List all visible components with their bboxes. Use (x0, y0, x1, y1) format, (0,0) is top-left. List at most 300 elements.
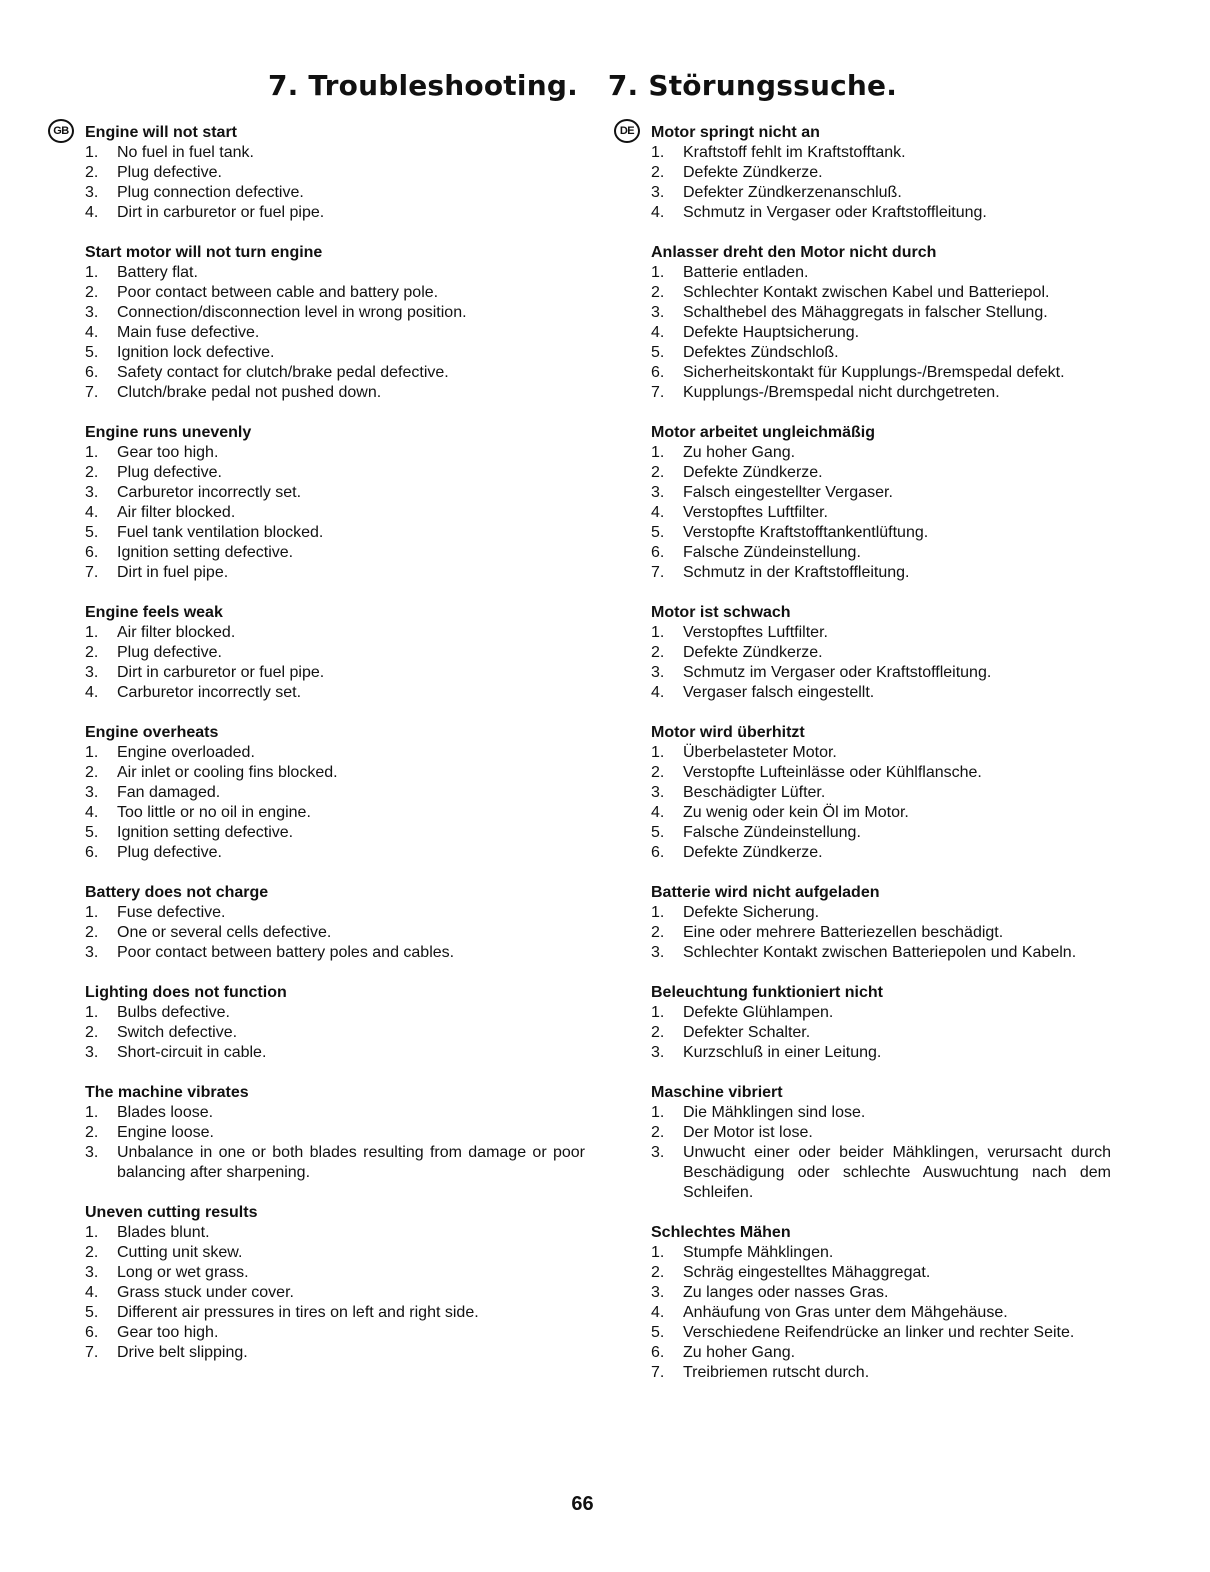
list-item (651, 143, 1111, 163)
item-number: 6. (85, 1324, 99, 1341)
item-text: Defekte Sicherung. (683, 904, 820, 921)
item-number: 1. (651, 264, 665, 281)
item-number: 2. (651, 1124, 665, 1141)
item-number: 3. (651, 484, 665, 501)
item-number: 4. (651, 324, 665, 341)
list-item (651, 463, 1111, 483)
item-text: Blades blunt. (117, 1224, 210, 1241)
item-number: 1. (85, 264, 99, 281)
item-text: Schmutz in Vergaser oder Kraftstoffleitung. (683, 204, 987, 221)
list-item (85, 683, 585, 703)
list-item (651, 563, 1111, 583)
section-heading: Battery does not charge (85, 884, 269, 901)
item-number: 4. (85, 204, 99, 221)
list-item (651, 203, 1111, 223)
list-item (85, 363, 585, 383)
de-language-icon: DE (614, 119, 640, 143)
item-text: Dirt in carburetor or fuel pipe. (117, 204, 325, 221)
item-text: Kurzschluß in einer Leitung. (683, 1044, 882, 1061)
item-number: 3. (85, 184, 99, 201)
item-text: Defekte Zündkerze. (683, 164, 823, 181)
item-number: 5. (651, 824, 665, 841)
section-heading: Engine overheats (85, 724, 219, 741)
troubleshooting-section (651, 983, 1111, 1063)
item-text: Der Motor ist lose. (683, 1124, 813, 1141)
item-number: 5. (85, 824, 99, 841)
list-item (85, 1043, 585, 1063)
item-text: Poor contact between cable and battery pole. (117, 284, 439, 301)
gb-language-icon: GB (48, 119, 74, 143)
item-number: 4. (85, 1284, 99, 1301)
item-number: 3. (85, 484, 99, 501)
list-item (651, 383, 1111, 403)
item-text: Dirt in fuel pipe. (117, 564, 229, 581)
list-item (651, 283, 1111, 303)
item-text: Bulbs defective. (117, 1004, 230, 1021)
item-text: Falsche Zündeinstellung. (683, 824, 861, 841)
list-item (651, 183, 1111, 203)
item-number: 1. (85, 904, 99, 921)
cause-list (651, 743, 1111, 863)
item-number: 2. (85, 1124, 99, 1141)
item-number: 2. (651, 1264, 665, 1281)
list-item (85, 323, 585, 343)
list-item (85, 763, 585, 783)
item-number: 2. (651, 464, 665, 481)
item-number: 4. (85, 684, 99, 701)
item-number: 6. (651, 844, 665, 861)
list-item (651, 943, 1111, 963)
troubleshooting-section (85, 423, 585, 583)
list-item (85, 843, 585, 863)
item-text: Battery flat. (117, 264, 198, 281)
section-heading: Motor springt nicht an (651, 124, 820, 141)
item-number: 1. (85, 1224, 99, 1241)
list-item (651, 503, 1111, 523)
item-text: Gear too high. (117, 444, 219, 461)
item-text: Zu hoher Gang. (683, 444, 796, 461)
list-item (85, 663, 585, 683)
item-text: Unbalance in one or both blades resulting from damage or poor balancing after sharpening. (117, 1144, 585, 1181)
item-number: 1. (651, 1104, 665, 1121)
list-item (651, 363, 1111, 383)
item-number: 3. (651, 664, 665, 681)
item-number: 3. (85, 1264, 99, 1281)
page-title (0, 69, 1165, 102)
item-number: 4. (85, 804, 99, 821)
item-text: Schalthebel des Mähaggregats in falscher Stellung. (683, 304, 1048, 321)
item-text: Falsch eingestellter Vergaser. (683, 484, 893, 501)
troubleshooting-section (85, 603, 585, 703)
item-text: Falsche Zündeinstellung. (683, 544, 861, 561)
list-item (85, 163, 585, 183)
item-text: Zu langes oder nasses Gras. (683, 1284, 889, 1301)
list-item (651, 1243, 1111, 1263)
item-text: Defektes Zündschloß. (683, 344, 839, 361)
item-text: Sicherheitskontakt für Kupplungs-/Bremspedal defekt. (683, 364, 1065, 381)
list-item (651, 483, 1111, 503)
section-heading: Engine feels weak (85, 604, 223, 621)
list-item (85, 503, 585, 523)
list-item (85, 1123, 585, 1143)
cause-list (85, 263, 585, 403)
item-number: 1. (85, 444, 99, 461)
item-text: Kraftstoff fehlt im Kraftstofftank. (683, 144, 906, 161)
item-text: Eine oder mehrere Batteriezellen beschädigt. (683, 924, 1004, 941)
item-text: Zu wenig oder kein Öl im Motor. (683, 804, 909, 821)
list-item (651, 1143, 1111, 1203)
item-text: Defekte Zündkerze. (683, 464, 823, 481)
item-text: Defekte Zündkerze. (683, 644, 823, 661)
cause-list (85, 1223, 585, 1363)
german-column (619, 123, 1111, 1403)
item-number: 1. (85, 744, 99, 761)
list-item (85, 523, 585, 543)
item-number: 1. (651, 624, 665, 641)
troubleshooting-section (85, 723, 585, 863)
item-text: Dirt in carburetor or fuel pipe. (117, 664, 325, 681)
troubleshooting-section (651, 243, 1111, 403)
item-number: 5. (85, 524, 99, 541)
item-number: 1. (651, 744, 665, 761)
item-text: Ignition setting defective. (117, 544, 294, 561)
item-text: Defekte Hauptsicherung. (683, 324, 860, 341)
item-number: 1. (85, 144, 99, 161)
item-number: 4. (651, 204, 665, 221)
list-item (85, 383, 585, 403)
item-number: 3. (651, 304, 665, 321)
list-item (85, 1323, 585, 1343)
item-text: Beschädigter Lüfter. (683, 784, 826, 801)
list-item (651, 1023, 1111, 1043)
list-item (85, 943, 585, 963)
item-text: Engine loose. (117, 1124, 214, 1141)
list-item (651, 1123, 1111, 1143)
list-item (85, 343, 585, 363)
cause-list (651, 623, 1111, 703)
list-item (85, 1003, 585, 1023)
item-text: Schlechter Kontakt zwischen Batteriepolen und Kabeln. (683, 944, 1077, 961)
item-text: Carburetor incorrectly set. (117, 484, 302, 501)
item-text: Defekte Zündkerze. (683, 844, 823, 861)
list-item (85, 1243, 585, 1263)
item-text: Carburetor incorrectly set. (117, 684, 302, 701)
cause-list (85, 443, 585, 583)
troubleshooting-section (85, 243, 585, 403)
item-number: 6. (651, 1344, 665, 1361)
item-text: Cutting unit skew. (117, 1244, 243, 1261)
item-number: 2. (85, 644, 99, 661)
list-item (85, 443, 585, 463)
list-item (85, 483, 585, 503)
cause-list (85, 623, 585, 703)
item-number: 7. (85, 1344, 99, 1361)
item-number: 7. (651, 564, 665, 581)
item-text: Blades loose. (117, 1104, 214, 1121)
item-number: 3. (651, 1044, 665, 1061)
list-item (85, 643, 585, 663)
troubleshooting-section (85, 1083, 585, 1183)
title-english: 7. Troubleshooting. (267, 68, 578, 102)
item-number: 1. (651, 904, 665, 921)
troubleshooting-section (651, 883, 1111, 963)
troubleshooting-section (85, 1203, 585, 1363)
list-item (85, 463, 585, 483)
item-text: Schräg eingestelltes Mähaggregat. (683, 1264, 931, 1281)
item-text: Verschiedene Reifendrücke an linker und rechter Seite. (683, 1324, 1075, 1341)
item-text: Verstopftes Luftfilter. (683, 624, 828, 641)
item-text: Clutch/brake pedal not pushed down. (117, 384, 382, 401)
item-number: 3. (651, 1284, 665, 1301)
item-number: 2. (85, 1024, 99, 1041)
list-item (85, 743, 585, 763)
item-number: 3. (85, 1144, 99, 1161)
cause-list (85, 143, 585, 223)
item-text: Different air pressures in tires on left and right side. (117, 1304, 479, 1321)
item-text: Schmutz in der Kraftstoffleitung. (683, 564, 910, 581)
cause-list (85, 743, 585, 863)
list-item (651, 1323, 1111, 1343)
english-column (53, 123, 585, 1383)
item-text: Grass stuck under cover. (117, 1284, 294, 1301)
list-item (85, 183, 585, 203)
section-heading: Lighting does not function (85, 984, 287, 1001)
item-number: 1. (651, 1244, 665, 1261)
list-item (85, 1283, 585, 1303)
item-number: 4. (85, 324, 99, 341)
item-text: Drive belt slipping. (117, 1344, 248, 1361)
item-number: 6. (651, 364, 665, 381)
section-heading: The machine vibrates (85, 1084, 249, 1101)
item-number: 5. (651, 344, 665, 361)
list-item (85, 903, 585, 923)
item-text: Die Mähklingen sind lose. (683, 1104, 866, 1121)
item-number: 2. (85, 284, 99, 301)
list-item (85, 923, 585, 943)
item-text: Kupplungs-/Bremspedal nicht durchgetreten. (683, 384, 1000, 401)
list-item (85, 1263, 585, 1283)
item-text: Batterie entladen. (683, 264, 809, 281)
list-item (85, 1223, 585, 1243)
item-text: Plug defective. (117, 164, 222, 181)
list-item (651, 763, 1111, 783)
list-item (651, 623, 1111, 643)
list-item (85, 1303, 585, 1323)
item-text: Too little or no oil in engine. (117, 804, 311, 821)
list-item (651, 263, 1111, 283)
list-item (651, 543, 1111, 563)
cause-list (85, 1103, 585, 1183)
item-number: 4. (651, 1304, 665, 1321)
section-heading: Motor ist schwach (651, 604, 791, 621)
section-heading: Maschine vibriert (651, 1084, 783, 1101)
item-text: Stumpfe Mähklingen. (683, 1244, 834, 1261)
item-text: Zu hoher Gang. (683, 1344, 796, 1361)
item-text: Poor contact between battery poles and cables. (117, 944, 455, 961)
list-item (651, 783, 1111, 803)
item-number: 1. (651, 144, 665, 161)
list-item (85, 1103, 585, 1123)
item-text: Defekter Schalter. (683, 1024, 811, 1041)
troubleshooting-section (651, 423, 1111, 583)
list-item (651, 1343, 1111, 1363)
list-item (651, 843, 1111, 863)
item-text: Engine overloaded. (117, 744, 255, 761)
item-text: Safety contact for clutch/brake pedal defective. (117, 364, 449, 381)
list-item (651, 1363, 1111, 1383)
item-number: 2. (651, 764, 665, 781)
section-heading: Start motor will not turn engine (85, 244, 323, 261)
list-item (85, 823, 585, 843)
item-number: 6. (651, 544, 665, 561)
list-item (651, 663, 1111, 683)
item-number: 1. (85, 1004, 99, 1021)
item-number: 2. (85, 464, 99, 481)
list-item (651, 1303, 1111, 1323)
section-heading: Uneven cutting results (85, 1204, 258, 1221)
list-item (651, 323, 1111, 343)
item-number: 2. (85, 1244, 99, 1261)
item-text: Plug defective. (117, 644, 222, 661)
list-item (85, 283, 585, 303)
item-text: Verstopfte Lufteinlässe oder Kühlflansche. (683, 764, 982, 781)
item-text: Fan damaged. (117, 784, 221, 801)
section-heading: Batterie wird nicht aufgeladen (651, 884, 880, 901)
list-item (651, 523, 1111, 543)
item-number: 4. (651, 804, 665, 821)
item-number: 2. (651, 644, 665, 661)
item-number: 5. (651, 1324, 665, 1341)
list-item (651, 343, 1111, 363)
item-number: 2. (85, 924, 99, 941)
item-text: Switch defective. (117, 1024, 238, 1041)
list-item (651, 923, 1111, 943)
item-text: Schmutz im Vergaser oder Kraftstoffleitung. (683, 664, 992, 681)
item-number: 1. (85, 624, 99, 641)
item-number: 4. (651, 684, 665, 701)
item-number: 3. (85, 944, 99, 961)
item-text: Air filter blocked. (117, 504, 236, 521)
item-text: Vergaser falsch eingestellt. (683, 684, 875, 701)
cause-list (651, 1003, 1111, 1063)
item-number: 3. (85, 664, 99, 681)
item-text: Defekte Glühlampen. (683, 1004, 834, 1021)
item-number: 2. (651, 924, 665, 941)
item-text: Fuel tank ventilation blocked. (117, 524, 324, 541)
item-number: 7. (85, 384, 99, 401)
item-number: 3. (85, 784, 99, 801)
troubleshooting-section (651, 1223, 1111, 1383)
section-heading: Engine will not start (85, 124, 238, 141)
item-text: Main fuse defective. (117, 324, 260, 341)
troubleshooting-section (651, 603, 1111, 703)
cause-list (651, 143, 1111, 223)
item-number: 5. (85, 1304, 99, 1321)
item-number: 6. (85, 844, 99, 861)
section-heading: Schlechtes Mähen (651, 1224, 791, 1241)
list-item (651, 743, 1111, 763)
list-item (651, 903, 1111, 923)
section-heading: Anlasser dreht den Motor nicht durch (651, 244, 937, 261)
list-item (85, 1143, 585, 1183)
item-number: 1. (651, 1004, 665, 1021)
troubleshooting-section (85, 883, 585, 963)
item-text: Verstopfte Kraftstofftankentlüftung. (683, 524, 929, 541)
item-text: Plug connection defective. (117, 184, 304, 201)
list-item (85, 303, 585, 323)
cause-list (651, 1103, 1111, 1203)
list-item (651, 1263, 1111, 1283)
list-item (85, 563, 585, 583)
cause-list (85, 903, 585, 963)
item-text: Short-circuit in cable. (117, 1044, 267, 1061)
title-german: 7. Störungssuche. (607, 68, 898, 102)
item-text: Ignition lock defective. (117, 344, 275, 361)
item-number: 5. (651, 524, 665, 541)
item-number: 7. (85, 564, 99, 581)
list-item (651, 803, 1111, 823)
page-number: 66 (571, 1493, 594, 1515)
item-number: 5. (85, 344, 99, 361)
item-text: Anhäufung von Gras unter dem Mähgehäuse. (683, 1304, 1008, 1321)
item-number: 7. (651, 1364, 665, 1381)
list-item (85, 1023, 585, 1043)
list-item (85, 623, 585, 643)
item-text: Schlechter Kontakt zwischen Kabel und Batteriepol. (683, 284, 1050, 301)
item-number: 3. (85, 1044, 99, 1061)
list-item (651, 823, 1111, 843)
item-text: Air inlet or cooling fins blocked. (117, 764, 338, 781)
list-item (651, 1043, 1111, 1063)
list-item (651, 1103, 1111, 1123)
item-number: 6. (85, 544, 99, 561)
troubleshooting-section (651, 723, 1111, 863)
section-heading: Engine runs unevenly (85, 424, 252, 441)
item-number: 4. (85, 504, 99, 521)
cause-list (651, 443, 1111, 583)
item-text: One or several cells defective. (117, 924, 332, 941)
item-text: Defekter Zündkerzenanschluß. (683, 184, 902, 201)
cause-list (85, 1003, 585, 1063)
item-number: 2. (651, 284, 665, 301)
troubleshooting-section (85, 123, 585, 223)
item-number: 1. (651, 444, 665, 461)
cause-list (651, 263, 1111, 403)
item-text: Air filter blocked. (117, 624, 236, 641)
item-text: Gear too high. (117, 1324, 219, 1341)
item-number: 2. (85, 764, 99, 781)
item-number: 3. (85, 304, 99, 321)
list-item (651, 443, 1111, 463)
cause-list (651, 1243, 1111, 1383)
item-number: 4. (651, 504, 665, 521)
list-item (651, 683, 1111, 703)
list-item (651, 303, 1111, 323)
list-item (85, 263, 585, 283)
section-heading: Motor wird überhitzt (651, 724, 805, 741)
list-item (651, 1283, 1111, 1303)
cause-list (651, 903, 1111, 963)
item-number: 2. (85, 164, 99, 181)
item-text: Plug defective. (117, 844, 222, 861)
item-text: Fuse defective. (117, 904, 226, 921)
item-number: 3. (651, 944, 665, 961)
item-text: Überbelasteter Motor. (683, 744, 837, 761)
list-item (85, 203, 585, 223)
item-number: 1. (85, 1104, 99, 1121)
list-item (85, 143, 585, 163)
item-text: Treibriemen rutscht durch. (683, 1364, 870, 1381)
